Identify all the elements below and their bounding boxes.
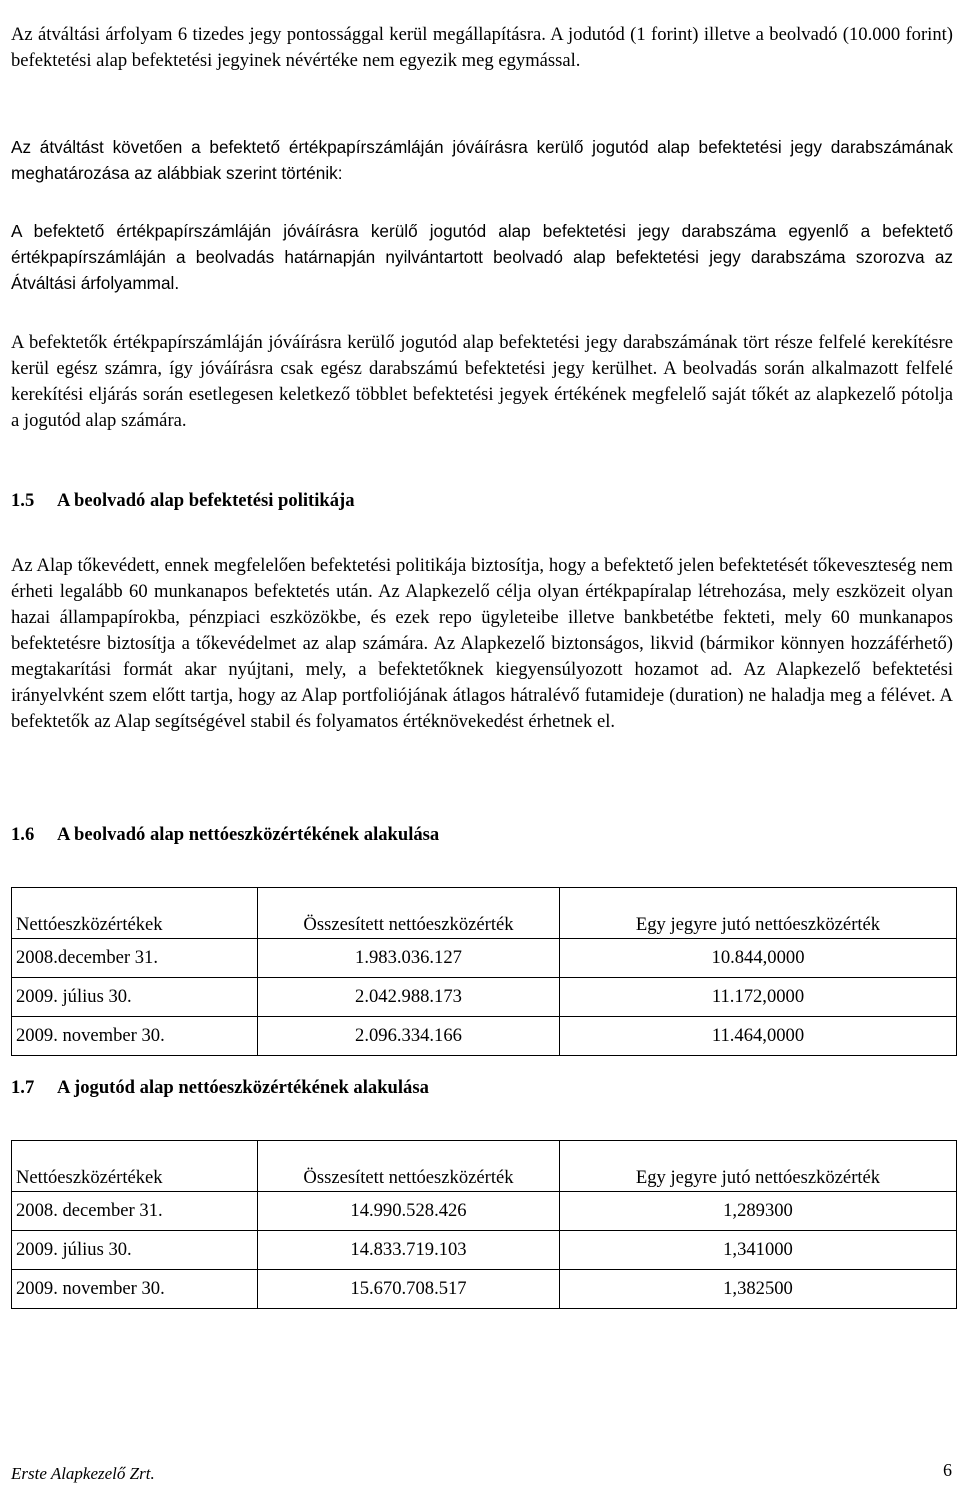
table-cell-date: 2008.december 31.	[12, 939, 258, 978]
table-cell-per-unit: 1,289300	[560, 1192, 957, 1231]
section-number: 1.6	[11, 824, 35, 845]
table-header-cell: Egy jegyre jutó nettóeszközérték	[560, 888, 957, 939]
table-cell-date: 2009. július 30.	[12, 978, 258, 1017]
section-title: A beolvadó alap nettóeszközértékének alakulása	[57, 824, 440, 845]
table-cell-total: 14.833.719.103	[258, 1231, 560, 1270]
page-number: 6	[943, 1460, 952, 1480]
section-title: A beolvadó alap befektetési politikája	[57, 490, 355, 511]
paragraph-unit-count	[11, 218, 953, 296]
table-row	[12, 978, 957, 1017]
footer-company: Erste Alapkezelő Zrt.	[11, 1464, 155, 1483]
table-cell-per-unit: 11.172,0000	[560, 978, 957, 1017]
paragraph-text: Az átváltási árfolyam 6 tizedes jegy pontossággal kerül megállapításra. A jodutód (1 forint) illetve a beolvadó (10.000 forint) befektetési alap befektetési jegyinek névértéke nem egyezik meg egymással.	[11, 24, 953, 71]
paragraph-exchange-rate	[11, 22, 953, 74]
table-row	[12, 1017, 957, 1056]
table-cell-per-unit: 11.464,0000	[560, 1017, 957, 1056]
table-header-row	[12, 1141, 957, 1192]
table-cell-total: 15.670.708.517	[258, 1270, 560, 1309]
table-cell-date: 2009. július 30.	[12, 1231, 258, 1270]
section-number: 1.7	[11, 1077, 35, 1098]
paragraph-text: Az Alap tőkevédett, ennek megfelelően befektetési politikája biztosítja, hogy a befektető jelen befektetését tőkeveszteség nem érheti legalább 60 munkanapos befektetés után. Az Alapkezelő célja olyan értékpapíralap létrehozása, mely eszközeit olyan hazai állampapírokba, pénzpiaci eszközökbe, és ezek repo ügyleteibe illetve bankbetétbe fekteti, mely 60 munkanapos befektetésre biztosítja a tőkevédelmet az alap számára. Az Alapkezelő biztonságos, likvid (bármikor könnyen hozzáférhető) megtakarítási formát akar nyújtani, mely, a befektetőknek kiegyensúlyozott hozamot ad. Az Alapkezelő befektetési irányelvként szem előtt tartja, hogy az Alap portfoliójának átlagos hátralévő futamideje (duration) ne haladja meg a félévet. A befektetők az Alap segítségével stabil és folyamatos értéknövekedést érhetnek el.	[11, 555, 953, 732]
table-row	[12, 1231, 957, 1270]
table-cell-date: 2009. november 30.	[12, 1270, 258, 1309]
paragraph-investment-policy	[11, 553, 953, 735]
table-row	[12, 939, 957, 978]
table-header-cell: Egy jegyre jutó nettóeszközérték	[560, 1141, 957, 1192]
section-heading-1-6	[11, 822, 953, 848]
nav-table-absorbed-fund	[11, 887, 957, 1056]
table-header-cell: Összesített nettóeszközérték	[258, 1141, 560, 1192]
table-cell-total: 2.096.334.166	[258, 1017, 560, 1056]
paragraph-text: Az átváltást követően a befektető értékpapírszámláján jóváírásra kerülő jogutód alap befektetési jegy darabszámának meghatározása az alábbiak szerint történik:	[11, 137, 953, 183]
table-header-cell: Összesített nettóeszközérték	[258, 888, 560, 939]
section-heading-1-5	[11, 488, 953, 514]
paragraph-rounding	[11, 330, 953, 434]
paragraph-text: A befektetők értékpapírszámláján jóváírásra kerülő jogutód alap befektetési jegy darabszámának tört része felfelé kerekítésre kerül egész számra, így jóváírásra csak egész darabszámú befektetési jegy kerülhet. A beolvadás során alkalmazott felfelé kerekítési eljárás során esetlegesen keletkező többlet befektetési jegyek értékének megfelelő saját tőkét az alapkezelő pótolja a jogutód alap számára.	[11, 332, 953, 431]
table-cell-date: 2008. december 31.	[12, 1192, 258, 1231]
section-heading-1-7	[11, 1075, 953, 1101]
table-cell-total: 2.042.988.173	[258, 978, 560, 1017]
table-cell-per-unit: 1,341000	[560, 1231, 957, 1270]
section-title: A jogutód alap nettóeszközértékének alakulása	[57, 1077, 429, 1098]
table-header-cell: Nettóeszközértékek	[12, 1141, 258, 1192]
table-cell-total: 14.990.528.426	[258, 1192, 560, 1231]
section-number: 1.5	[11, 490, 35, 511]
table-row	[12, 1270, 957, 1309]
table-cell-per-unit: 1,382500	[560, 1270, 957, 1309]
table-header-cell: Nettóeszközértékek	[12, 888, 258, 939]
table-cell-total: 1.983.036.127	[258, 939, 560, 978]
table-cell-per-unit: 10.844,0000	[560, 939, 957, 978]
paragraph-text: A befektető értékpapírszámláján jóváírásra kerülő jogutód alap befektetési jegy darabszáma egyenlő a befektető értékpapírszámláján a beolvadás határnapján nyilvántartott beolvadó alap befektetési jegy darabszáma szorozva az Átváltási árfolyammal.	[11, 221, 953, 293]
table-header-row	[12, 888, 957, 939]
table-row	[12, 1192, 957, 1231]
table-cell-date: 2009. november 30.	[12, 1017, 258, 1056]
nav-table-successor-fund	[11, 1140, 957, 1309]
paragraph-conversion-intro	[11, 134, 953, 186]
